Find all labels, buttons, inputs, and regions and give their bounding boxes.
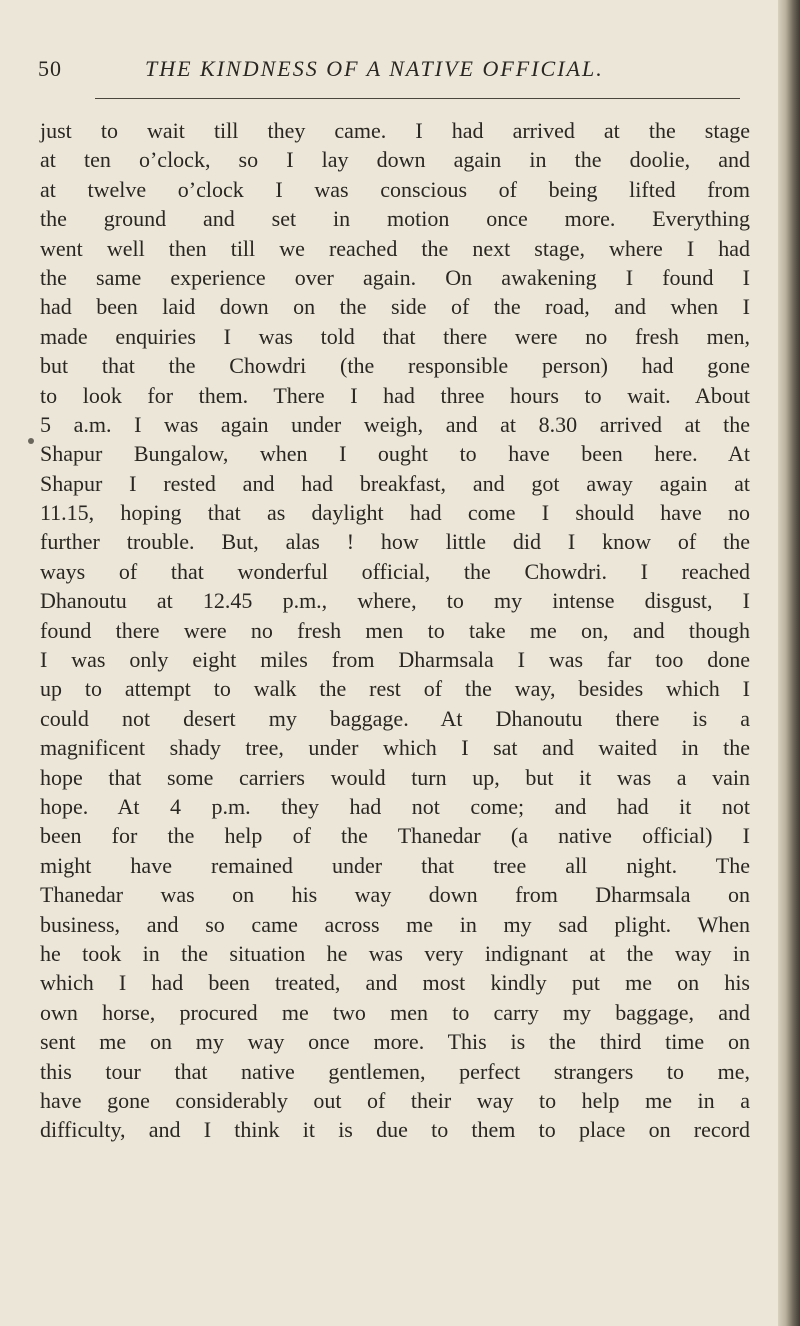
book-spine-shadow: [778, 0, 800, 1326]
text-line: made enquiries I was told that there were no fresh men,: [40, 323, 750, 349]
text-line: further trouble. But, alas ! how little did I know of the: [40, 529, 750, 555]
text-line: might have remained under that tree all night. The: [40, 852, 750, 878]
text-line: own horse, procured me two men to carry my baggage, and: [40, 999, 750, 1025]
page-number: 50: [38, 56, 62, 81]
text-line: Dhanoutu at 12.45 p.m., where, to my intense disgust, I: [40, 588, 750, 614]
text-line: business, and so came across me in my sad plight. When: [40, 911, 750, 937]
text-line: Shapur I rested and had breakfast, and got away again at: [40, 470, 750, 496]
text-line: at twelve o’clock I was conscious of being lifted from: [40, 176, 750, 202]
text-line: found there were no fresh men to take me on, and though: [40, 617, 750, 643]
running-title: THE KINDNESS OF A NATIVE OFFICIAL.: [145, 56, 604, 81]
text-line: had been laid down on the side of the road, and when I: [40, 294, 750, 320]
text-line: up to attempt to walk the rest of the way, besides which I: [40, 676, 750, 702]
text-line: hope that some carriers would turn up, but it was a vain: [40, 764, 750, 790]
text-line: went well then till we reached the next stage, where I had: [40, 235, 750, 261]
text-line: this tour that native gentlemen, perfect strangers to me,: [40, 1058, 750, 1084]
text-line: to look for them. There I had three hours to wait. About: [40, 382, 750, 408]
text-line: sent me on my way once more. This is the third time on: [40, 1029, 750, 1055]
page-header: [0, 50, 780, 90]
text-line: magnificent shady tree, under which I sat and waited in the: [40, 735, 750, 761]
text-line: but that the Chowdri (the responsible person) had gone: [40, 353, 750, 379]
text-line: just to wait till they came. I had arrived at the stage: [40, 118, 750, 143]
text-line: the ground and set in motion once more. Everything: [40, 206, 750, 232]
text-line: which I had been treated, and most kindly put me on his: [40, 970, 750, 996]
text-line: Thanedar was on his way down from Dharmsala on: [40, 882, 750, 908]
text-line: been for the help of the Thanedar (a native official) I: [40, 823, 750, 849]
text-line: hope. At 4 p.m. they had not come; and had it not: [40, 793, 750, 819]
margin-mark: [28, 438, 34, 444]
body-text: [40, 116, 750, 1145]
header-rule: [95, 98, 740, 99]
text-line: ways of that wonderful official, the Chowdri. I reached: [40, 558, 750, 584]
text-line: Shapur Bungalow, when I ought to have been here. At: [40, 441, 750, 467]
text-line: could not desert my baggage. At Dhanoutu there is a: [40, 705, 750, 731]
text-line: he took in the situation he was very indignant at the way in: [40, 940, 750, 966]
text-line: difficulty, and I think it is due to them to place on record: [40, 1117, 750, 1143]
text-line: I was only eight miles from Dharmsala I was far too done: [40, 647, 750, 673]
text-line: have gone considerably out of their way to help me in a: [40, 1087, 750, 1113]
text-line: 11.15, hoping that as daylight had come I should have no: [40, 500, 750, 526]
text-line: 5 a.m. I was again under weigh, and at 8.30 arrived at the: [40, 411, 750, 437]
text-line: at ten o’clock, so I lay down again in the doolie, and: [40, 147, 750, 173]
text-line: the same experience over again. On awakening I found I: [40, 264, 750, 290]
